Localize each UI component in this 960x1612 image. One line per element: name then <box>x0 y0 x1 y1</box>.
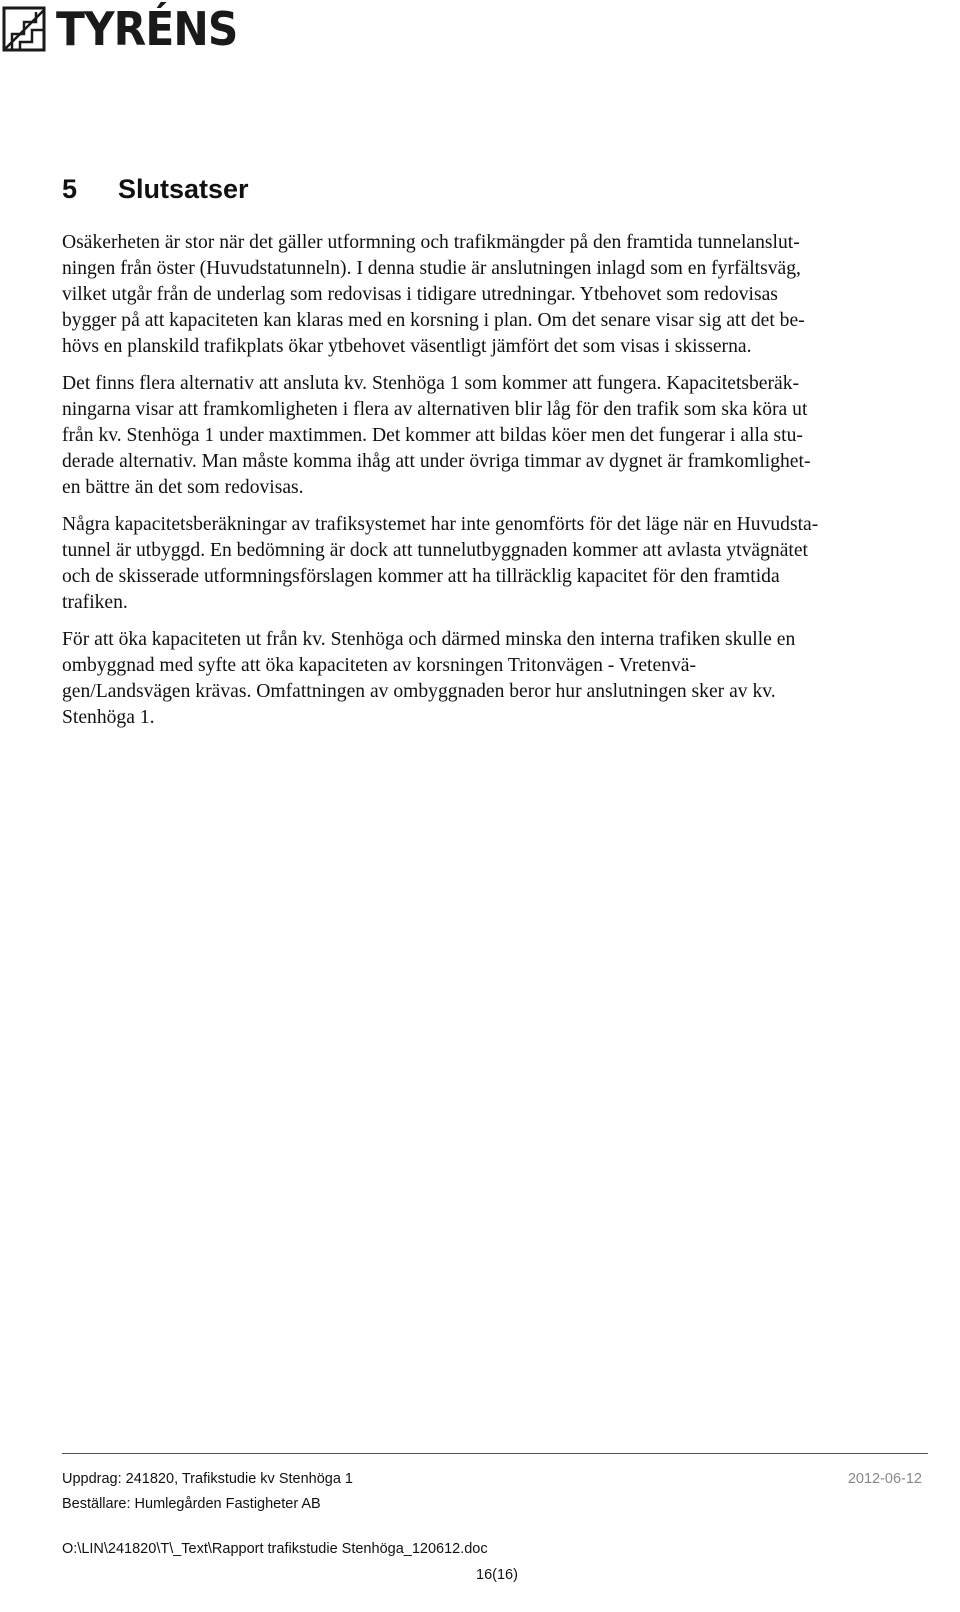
text-line: och de skisserade utformningsförslagen kommer att ha tillräcklig kapacitet för den framtida <box>62 566 780 587</box>
company-logo <box>2 4 253 54</box>
section-number: 5 <box>62 174 78 204</box>
text-line: Osäkerheten är stor när det gäller utformning och trafikmängder på den framtida tunnelanslut- <box>62 232 800 253</box>
text-line: Stenhöga 1. <box>62 707 155 728</box>
paragraph-2 <box>62 371 942 501</box>
logo-wordmark: TYRÉNS <box>56 2 238 56</box>
text-line: gen/Landsvägen krävas. Omfattningen av ombyggnaden beror hur anslutningen sker av kv. <box>62 681 776 702</box>
body-text <box>62 230 942 742</box>
text-line: För att öka kapaciteten ut från kv. Stenhöga och därmed minska den interna trafiken skulle en <box>62 629 796 650</box>
text-line: en bättre än det som redovisas. <box>62 477 304 498</box>
text-line: från kv. Stenhöga 1 under maxtimmen. Det kommer att bildas köer men det fungerar i alla stu- <box>62 425 803 446</box>
text-line: Det finns flera alternativ att ansluta kv. Stenhöga 1 som kommer att fungera. Kapacitetsberäk- <box>62 373 800 394</box>
paragraph-3 <box>62 512 942 616</box>
footer-assignment: Uppdrag: 241820, Trafikstudie kv Stenhöga 1 <box>62 1471 353 1487</box>
text-line: Några kapacitetsberäkningar av trafiksystemet har inte genomförts för det läge när en Huvudsta- <box>62 514 819 535</box>
tyrens-logo-mark-icon <box>2 6 46 52</box>
footer-date: 2012-06-12 <box>847 1471 922 1487</box>
text-line: vilket utgår från de underlag som redovisas i tidigare utredningar. Ytbehovet som redovisas <box>62 284 778 305</box>
footer-client: Beställare: Humlegården Fastigheter AB <box>62 1496 321 1512</box>
paragraph-4 <box>62 627 942 731</box>
text-line: ningarna visar att framkomligheten i flera av alternativen blir låg för den trafik som ska köra ut <box>62 399 808 420</box>
section-heading <box>62 172 249 206</box>
section-title: Slutsatser <box>118 174 249 204</box>
text-line: bygger på att kapaciteten kan klaras med en korsning i plan. Om det senare visar sig att det be- <box>62 310 805 331</box>
text-line: ningen från öster (Huvudstatunneln). I denna studie är anslutningen inlagd som en fyrfältsväg, <box>62 258 801 279</box>
footer-file-path: O:\LIN\241820\T\_Text\Rapport trafikstudie Stenhöga_120612.doc <box>62 1541 488 1557</box>
text-line: derade alternativ. Man måste komma ihåg att under övriga timmar av dygnet är framkomlighet- <box>62 451 811 472</box>
text-line: hövs en planskild trafikplats ökar ytbehovet väsentligt jämfört det som visas i skisserna. <box>62 336 752 357</box>
text-line: ombyggnad med syfte att öka kapaciteten av korsningen Tritonvägen - Vretenvä- <box>62 655 697 676</box>
text-line: trafiken. <box>62 592 128 613</box>
text-line: tunnel är utbyggd. En bedömning är dock att tunnelutbyggnaden kommer att avlasta ytvägnätet <box>62 540 808 561</box>
footer-divider <box>62 1453 928 1454</box>
page-number: 16(16) <box>476 1567 518 1583</box>
paragraph-1 <box>62 230 942 360</box>
